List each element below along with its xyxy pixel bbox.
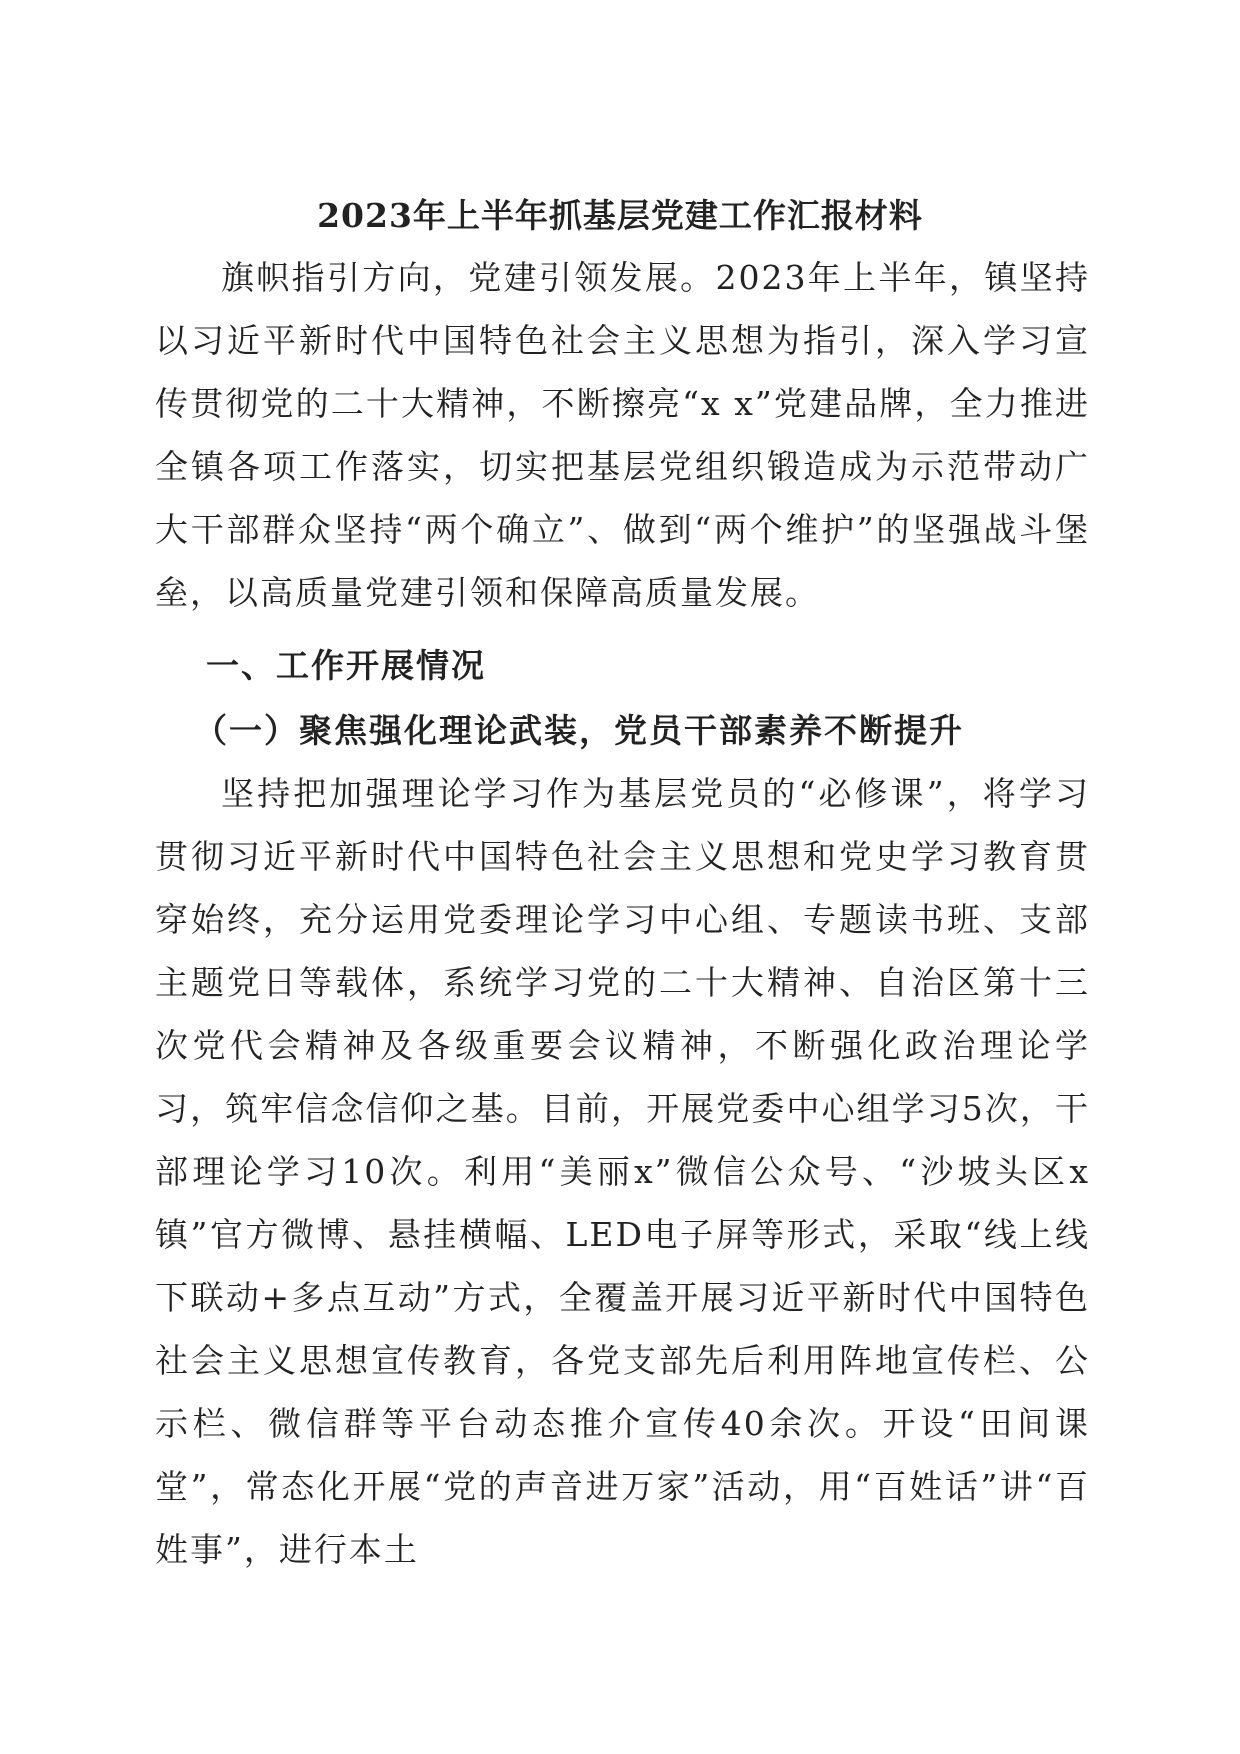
body-paragraph: 坚持把加强理论学习作为基层党员的“必修课”，将学习贯彻习近平新时代中国特色社会主义思想和党史学习教育贯穿始终，充分运用党委理论学习中心组、专题读书班、支部主题党日等载体，系统学习党的二十大精神、自治区第十三次党代会精神及各级重要会议精神，不断强化政治理论学习，筑牢信念信仰之基。目前，开展党委中心组学习5次，干部理论学习10次。利用“美丽x”微信公众号、“沙坡头区x镇”官方微博、悬挂横幅、LED电子屏等形式，采取“线上线下联动+多点互动”方式，全覆盖开展习近平新时代中国特色社会主义思想宣传教育，各党支部先后利用阵地宣传栏、公示栏、微信群等平台动态推介宣传40余次。开设“田间课堂”，常态化开展“党的声音进万家”活动，用“百姓话”讲“百姓事”，进行本土 [155, 774, 1090, 1569]
section-heading: 一、工作开展情况 [206, 646, 486, 685]
document-title: 2023年上半年抓基层党建工作汇报材料 [317, 196, 923, 235]
subsection-heading: （一）聚焦强化理论武装，党员干部素养不断提升 [194, 711, 964, 750]
intro-paragraph: 旗帜指引方向，党建引领发展。2023年上半年，镇坚持以习近平新时代中国特色社会主义思想为指引，深入学习宣传贯彻党的二十大精神，不断擦亮“x x”党建品牌，全力推进全镇各项工作落实，切实把基层党组织锻造成为示范带动广大干部群众坚持“两个确立”、做到“两个维护”的坚强战斗堡垒，以高质量党建引领和保障高质量发展。 [155, 258, 1090, 612]
